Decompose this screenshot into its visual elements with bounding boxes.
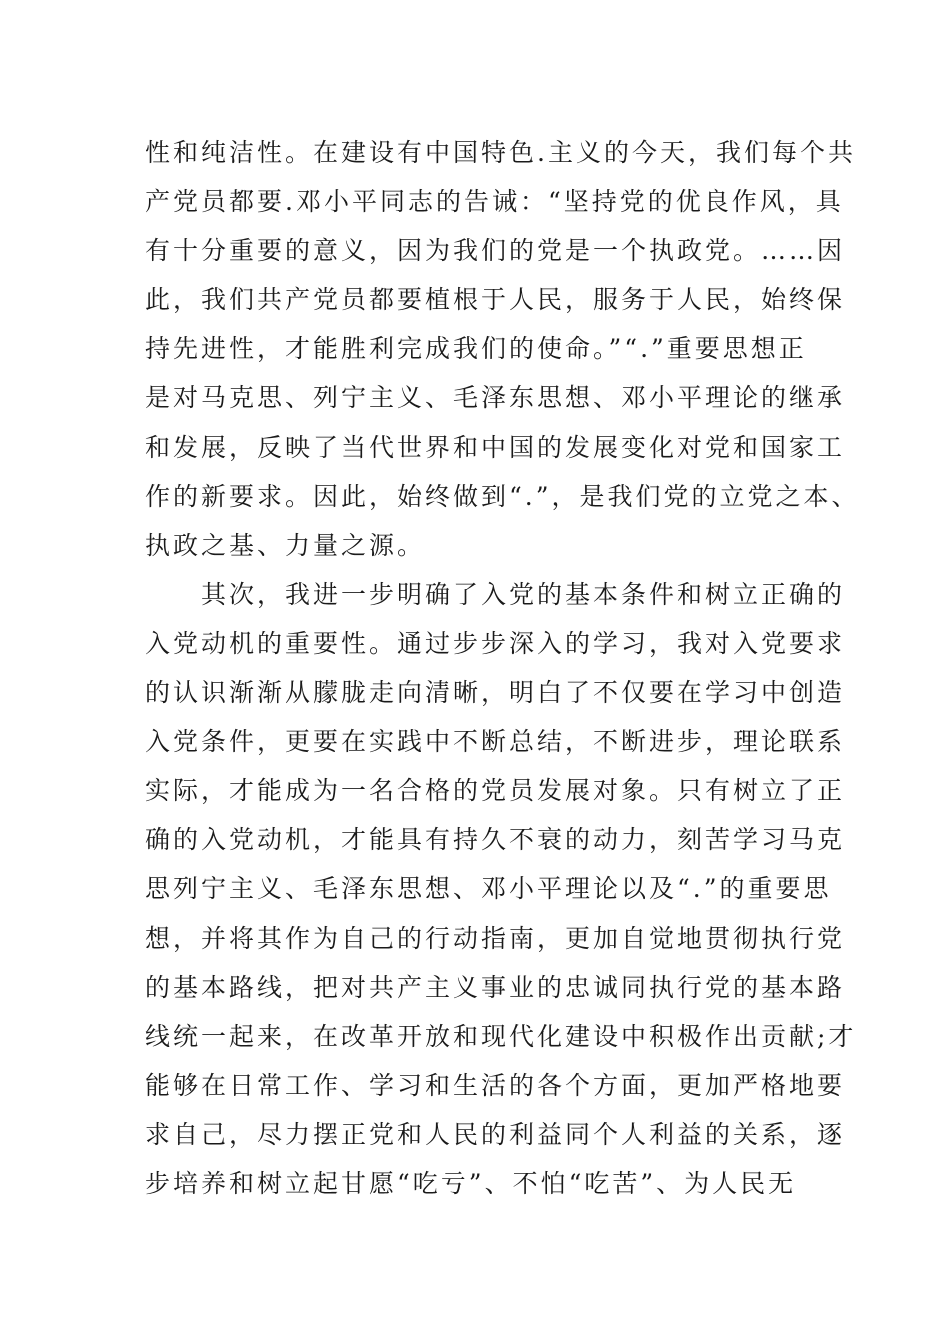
text-line: 求自己，尽力摆正党和人民的利益同个人利益的关系，逐 xyxy=(145,1119,846,1149)
text-line: 实际，才能成为一名合格的党员发展对象。只有树立了正 xyxy=(145,776,846,806)
text-line: 的基本路线，把对共产主义事业的忠诚同执行党的基本路 xyxy=(145,972,846,1002)
text-line: 确的入党动机，才能具有持久不衰的动力，刻苦学习马克 xyxy=(145,825,846,855)
text-line: 入党条件，更要在实践中不断总结，不断进步，理论联系 xyxy=(145,727,846,757)
text-line: 步培养和树立起甘愿“吃亏”、不怕“吃苦”、为人民无 xyxy=(145,1168,797,1198)
text-line: 入党动机的重要性。通过步步深入的学习，我对入党要求 xyxy=(145,628,846,658)
paragraph xyxy=(145,570,857,1208)
text-line: 其次，我进一步明确了入党的基本条件和树立正确的 xyxy=(201,579,846,609)
document-body xyxy=(145,128,860,1208)
text-line: 执政之基、力量之源。 xyxy=(145,530,426,560)
text-line: 和发展，反映了当代世界和中国的发展变化对党和国家工 xyxy=(145,432,846,462)
text-line: 有十分重要的意义，因为我们的党是一个执政党。……因 xyxy=(145,236,846,266)
paragraph xyxy=(145,128,860,570)
text-line: 作的新要求。因此，始终做到“.”，是我们党的立党之本、 xyxy=(145,481,860,511)
text-line: 性和纯洁性。在建设有中国特色.主义的今天，我们每个共 xyxy=(145,138,856,167)
text-line: 思列宁主义、毛泽东思想、邓小平理论以及“.”的重要思 xyxy=(145,874,832,904)
text-line: 的认识渐渐从朦胧走向清晰，明白了不仅要在学习中创造 xyxy=(145,678,846,708)
text-line: 此，我们共产党员都要植根于人民，服务于人民，始终保 xyxy=(145,285,846,315)
text-line: 产党员都要.邓小平同志的告诫：“坚持党的优良作风，具 xyxy=(145,187,844,217)
text-line: 线统一起来，在改革开放和现代化建设中积极作出贡献;才 xyxy=(145,1021,857,1051)
text-line: 是对马克思、列宁主义、毛泽东思想、邓小平理论的继承 xyxy=(145,383,846,413)
text-line: 想，并将其作为自己的行动指南，更加自觉地贯彻执行党 xyxy=(145,923,846,953)
text-line: 持先进性，才能胜利完成我们的使命。”“.”重要思想正 xyxy=(145,334,807,364)
text-line: 能够在日常工作、学习和生活的各个方面，更加严格地要 xyxy=(145,1070,846,1100)
